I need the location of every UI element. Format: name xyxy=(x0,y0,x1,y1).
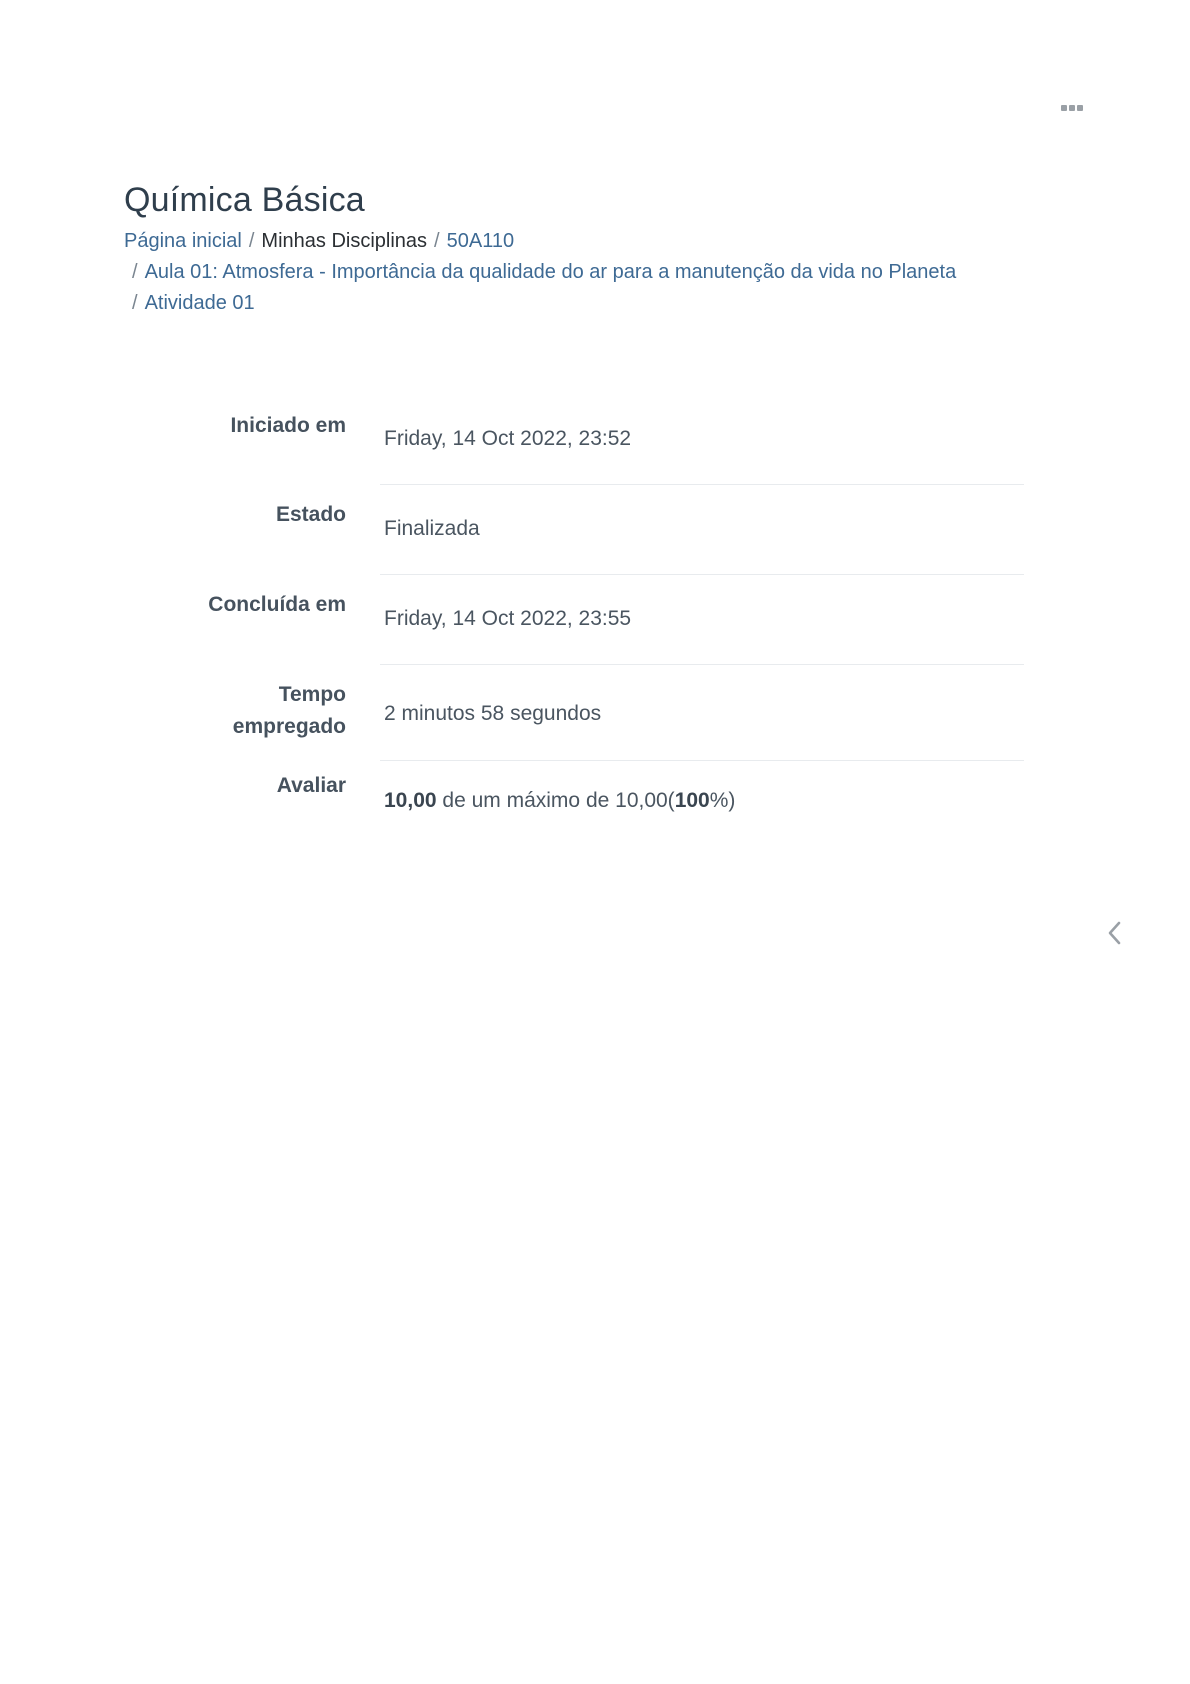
time-taken-label-line2: empregado xyxy=(232,715,346,738)
breadcrumb-item-home[interactable]: Página inicial xyxy=(124,230,242,252)
summary-row-completed xyxy=(124,575,1024,665)
started-value: Friday, 14 Oct 2022, 23:52 xyxy=(384,427,632,450)
ellipsis-icon xyxy=(1061,105,1083,111)
breadcrumb-separator: / xyxy=(434,230,440,252)
breadcrumb-item-section[interactable]: Aula 01: Atmosfera - Importância da qualidade do ar para a manutenção da vida no Planeta xyxy=(144,261,957,283)
more-options-button[interactable] xyxy=(1058,96,1086,120)
state-value: Finalizada xyxy=(384,517,480,540)
time-taken-value: 2 minutos 58 segundos xyxy=(384,702,602,725)
breadcrumb-item-course[interactable]: 50A110 xyxy=(446,230,515,252)
drawer-toggle-button[interactable] xyxy=(1104,918,1126,948)
time-taken-label-line1: Tempo xyxy=(278,683,346,706)
state-label: Estado xyxy=(275,503,346,526)
summary-row-started xyxy=(124,395,1024,485)
breadcrumb xyxy=(124,226,1084,319)
grade-max-text: de um máximo de 10,00( xyxy=(436,789,675,812)
breadcrumb-separator: / xyxy=(248,230,255,252)
summary-row-time-taken xyxy=(124,665,1024,761)
breadcrumb-separator: / xyxy=(132,292,138,314)
chevron-left-icon xyxy=(1104,918,1126,948)
started-label: Iniciado em xyxy=(230,414,346,437)
page-title: Química Básica xyxy=(124,181,365,219)
grade-label: Avaliar xyxy=(276,774,346,797)
summary-row-state xyxy=(124,485,1024,575)
grade-suffix: %) xyxy=(709,789,736,812)
attempt-summary-table xyxy=(124,395,1024,851)
breadcrumb-separator: / xyxy=(132,261,138,283)
grade-percent: 100 xyxy=(674,789,710,812)
grade-score: 10,00 xyxy=(384,789,437,812)
completed-value: Friday, 14 Oct 2022, 23:55 xyxy=(384,607,632,630)
grade-value xyxy=(364,761,1024,851)
completed-label: Concluída em xyxy=(208,593,346,616)
time-taken-label xyxy=(124,665,364,761)
breadcrumb-item-activity[interactable]: Atividade 01 xyxy=(144,292,255,314)
summary-row-grade xyxy=(124,761,1024,851)
breadcrumb-item-my-courses: Minhas Disciplinas xyxy=(261,230,428,252)
